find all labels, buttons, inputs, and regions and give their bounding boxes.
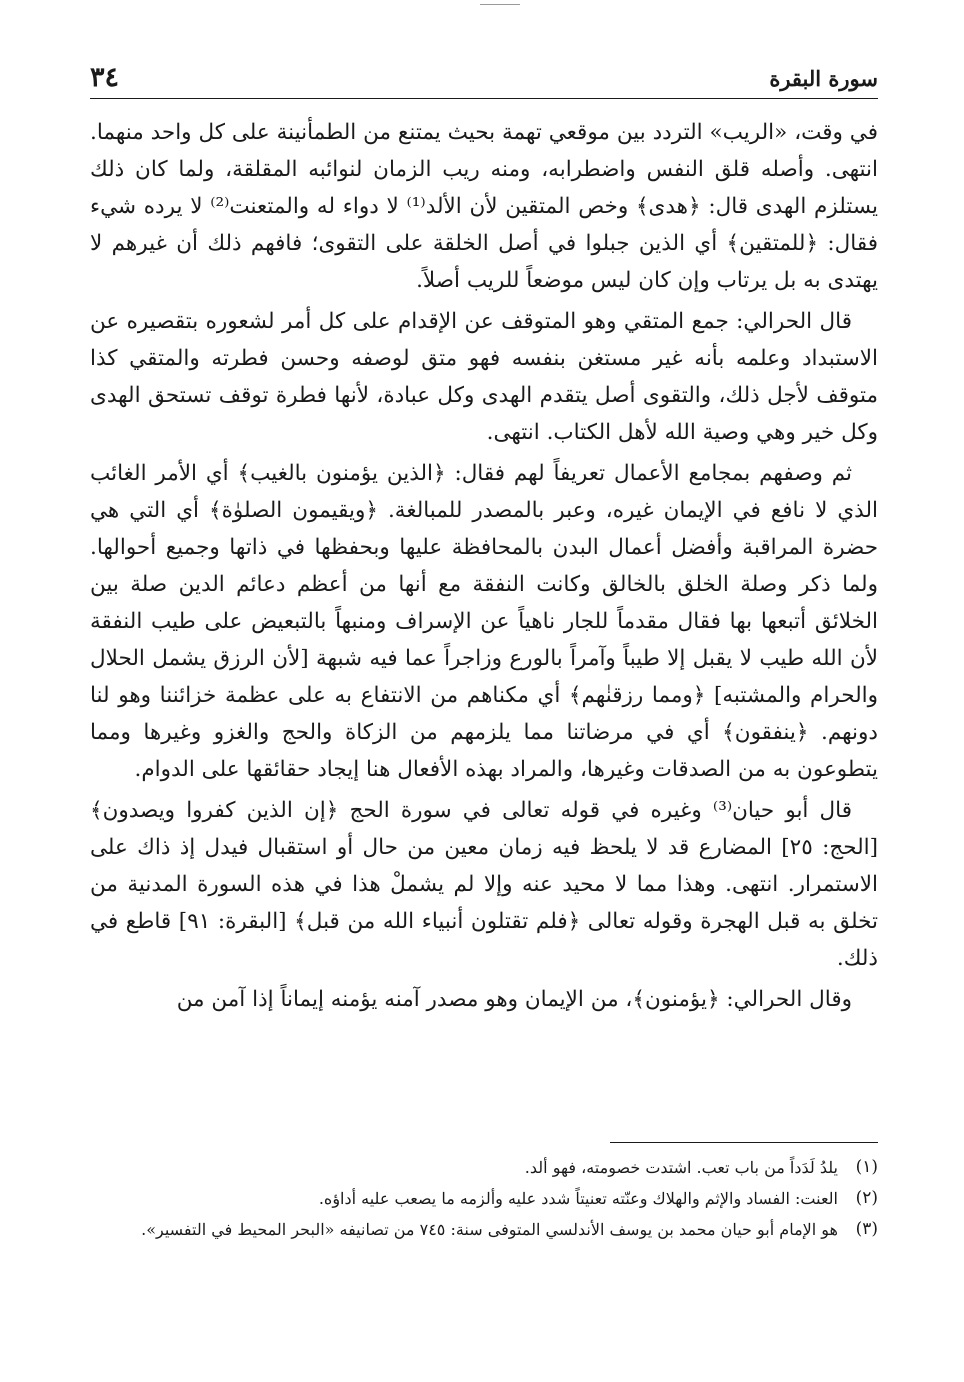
paragraph-1: في وقت، «الريب» التردد بين موقعي تهمة بحيث يمتنع من الطمأنينة على كل واحد منهما. انتهى. وأصله قلق النفس واضطرابه، ومنه ريب الزمان لنوائبه المقلقة، ولما كان ذلك يستلزم الهدى قال: ﴿هدى﴾ وخص المتقين لأن الألد⁽¹⁾ لا دواء له والمتعنت⁽²⁾ لا يرده شيء فقال: ﴿للمتقين﴾ أي الذين جبلوا في أصل الخلقة على التقوى؛ فافهم ذلك أن غيرهم لا يهتدى به بل يرتاب وإن كان ليس موضعاً للريب أصلاً.: [90, 120, 878, 293]
paragraph-3: ثم وصفهم بمجامع الأعمال تعريفاً لهم فقال: ﴿الذين يؤمنون بالغيب﴾ أي الأمر الغائب الذي لا نافع في الإيمان غيره، وعبر بالمصدر للمبالغة. ﴿ويقيمون الصلوٰة﴾ أي التي هي حضرة المراقبة وأفضل أعمال البدن بالمحافظة عليها وبحفظها في ذاتها وجميع أحوالها. ولما ذكر وصلة الخلق بالخالق وكانت النفقة مع أنها من أعظم دعائم الدين صلة بين الخلائق أتبعها بها فقال مقدماً للجار ناهياً عن الإسراف ومنبهاً بالتبعيض على طيب النفقة لأن الله طيب لا يقبل إلا طيباً وآمراً بالورع وزاجراً عما فيه شبهة [لأن الرزق يشمل الحلال والحرام والمشتبه] ﴿ومما رزقنٰهم﴾ أي مكناهم من الانتفاع به على عظمة خزائننا وهو لنا دونهم. ﴿ينفقون﴾ أي في مرضاتنا مما يلزمهم من الزكاة والحج والغزو وغيرها ومما يتطوعون به من الصدقات وغيرها، والمراد بهذه الأفعال هنا إيجاد حقائقها على الدوام.: [90, 461, 878, 782]
paragraph-4: قال أبو حيان⁽³⁾ وغيره في قوله تعالى في سورة الحج ﴿إن الذين كفروا ويصدون﴾ [الحج: ٢٥] المضارع قد لا يلحظ فيه زمان معين من حال أو استقبال فيدل إذ ذاك على الاستمرار. انتهى. وهذا مما لا محيد عنه وإلا لم يشملْ هذا في هذه السورة المدنية من تخلق به قبل الهجرة وقوله تعالى ﴿فلم تقتلون أنبياء الله من قبل﴾ [البقرة: ٩١] قاطع في ذلك.: [90, 798, 879, 971]
footnote-text: يلدُ لَدَداً من باب تعب. اشتدت خصومته، فهو ألد.: [524, 1158, 838, 1177]
footnote-number: (١): [855, 1157, 878, 1177]
main-text: [90, 114, 878, 1022]
footnotes: [90, 1152, 878, 1245]
footnote-separator: [610, 1142, 878, 1143]
page-header: [90, 58, 878, 99]
page-number: ٣٤: [90, 62, 120, 93]
top-edge-mark: [480, 4, 520, 5]
footnote-text: هو الإمام أبو حيان محمد بن يوسف الأندلسي المتوفى سنة: ٧٤٥ من تصانيفه «البحر المحيط في التفسير».: [141, 1220, 838, 1239]
footnote-number: (٢): [855, 1188, 878, 1208]
paragraph-2: قال الحرالي: جمع المتقي وهو المتوقف عن الإقدام على كل أمر لشعوره بتقصيره عن الاستبداد وعلمه بأنه غير مستغن بنفسه فهو متق لوصفه وحسن فطرته والمتقي كذا متوقف لأجل ذلك، والتقوى أصل يتقدم الهدى وكل عبادة، لأنها فطرة توقف تستحق الهدى وكل خير وهي وصية الله لأهل الكتاب. انتهى.: [90, 309, 878, 445]
footnote-text: العنت: الفساد والإثم والهلاك وعنّته تعنيتاً شدد عليه وألزمه ما يصعب عليه أداؤه.: [318, 1189, 838, 1208]
footnote-2: [90, 1183, 878, 1214]
footnote-3: [90, 1214, 878, 1245]
footnote-number: (٣): [855, 1219, 878, 1239]
footnote-1: [90, 1152, 878, 1183]
paragraph-5: وقال الحرالي: ﴿يؤمنون﴾، من الإيمان وهو مصدر آمنه يؤمنه إيماناً إذا آمن من: [176, 987, 852, 1012]
running-title: سورة البقرة: [769, 66, 878, 91]
